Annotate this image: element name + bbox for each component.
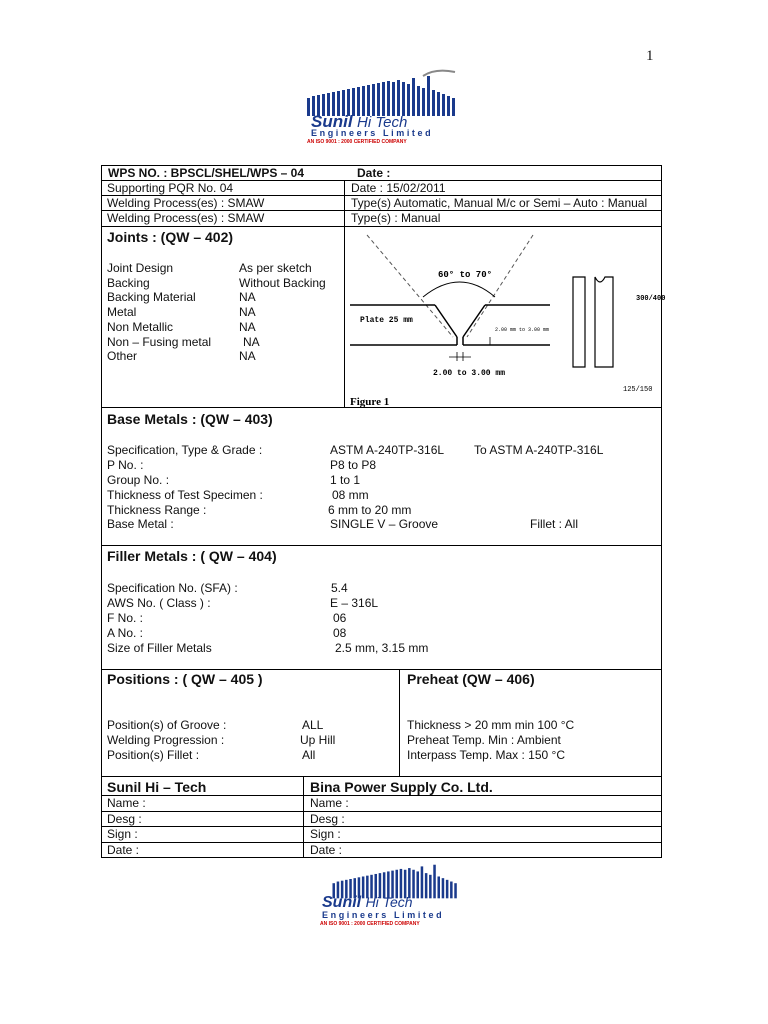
signoff-right-field: Date :	[310, 842, 343, 857]
signoff-left-field: Sign :	[107, 827, 138, 841]
preheat-row: Thickness > 20 mm min 100 °C	[407, 718, 575, 732]
filler-metals-title: Filler Metals : ( QW – 404)	[107, 548, 277, 564]
base-spec-label: Specification, Type & Grade :	[107, 443, 263, 457]
position-row-value: ALL	[302, 718, 324, 732]
joint-sketch	[345, 227, 666, 408]
company-logo-top	[305, 68, 465, 148]
base-metal-label: Base Metal :	[107, 517, 174, 531]
filler-row-label: AWS No. ( Class ) :	[107, 596, 211, 610]
logo-bars-graphic	[305, 68, 465, 118]
base-metal-value: SINGLE V – Groove	[330, 517, 439, 531]
signoff-right-field-cell	[303, 842, 662, 859]
joint-row-value: Without Backing	[239, 275, 326, 290]
sketch-angle-label: 60° to 70°	[438, 270, 493, 280]
filler-row-value: 5.4	[331, 581, 348, 595]
joint-row-label: Backing	[107, 275, 150, 290]
logo-subtitle: Engineers Limited	[311, 128, 434, 138]
signoff-left-field: Desg :	[107, 811, 142, 826]
position-row-value: All	[302, 748, 316, 762]
joint-row-value: NA	[243, 334, 260, 349]
wps-date-label: Date :	[357, 166, 391, 180]
base-spec-value: ASTM A-240TP-316L	[330, 443, 445, 457]
filler-row-label: A No. :	[107, 626, 144, 640]
welding-process-1: Welding Process(es) : SMAW	[107, 196, 265, 210]
joint-row-value: NA	[239, 319, 256, 334]
base-group-label: Group No. :	[107, 473, 170, 487]
sketch-dim-2: 125/150	[623, 386, 653, 394]
base-pno-value: P8 to P8	[330, 458, 377, 472]
sketch-figure-label: Figure 1	[350, 396, 390, 408]
pqr-date: Date : 15/02/2011	[351, 181, 446, 195]
signoff-left-title: Sunil Hi – Tech	[107, 779, 207, 795]
filler-row-label: F No. :	[107, 611, 144, 625]
joint-row-value: As per sketch	[239, 261, 312, 275]
joint-row-label: Joint Design	[107, 261, 174, 275]
base-fillet: Fillet : All	[530, 517, 579, 531]
logo-bottom-brand-bold: Sunil	[322, 894, 362, 911]
page-number: 1	[646, 48, 654, 64]
signoff-right-field-cell	[303, 811, 662, 828]
logo-brand-bold: Sunil	[311, 112, 353, 131]
joint-row-value: NA	[239, 290, 256, 305]
base-pno-label: P No. :	[107, 458, 144, 472]
signoff-left-field: Name :	[107, 796, 146, 810]
signoff-right-field: Sign :	[310, 827, 341, 841]
filler-row-value: 08	[333, 626, 347, 640]
logo-bottom-brand-light: Hi Tech	[365, 894, 413, 910]
signoff-right-field-cell	[303, 826, 662, 843]
logo-brand-light: Hi Tech	[357, 114, 408, 131]
sketch-root-face-label: 2.00 mm to 3.00 mm	[495, 327, 550, 333]
company-logo-bottom	[318, 858, 478, 930]
logo-iso-text: AN ISO 9001 : 2000 CERTIFIED COMPANY	[307, 139, 407, 145]
signoff-right-field: Desg :	[310, 811, 345, 826]
sketch-bevel-right	[463, 305, 485, 337]
joint-row-value: NA	[239, 349, 256, 364]
sketch-bevel-left	[435, 305, 457, 337]
positions-title: Positions : ( QW – 405 )	[107, 671, 263, 687]
sketch-electrode-right	[595, 277, 613, 367]
joints-title: Joints : (QW – 402)	[107, 229, 234, 245]
joint-row-label: Metal	[107, 305, 137, 320]
signoff-right-field-cell	[303, 795, 662, 812]
base-spec-to: To ASTM A-240TP-316L	[474, 443, 604, 457]
sketch-electrode-left	[573, 277, 585, 367]
process-type-1: Type(s) Automatic, Manual M/c or Semi – Auto : Manual	[351, 196, 648, 210]
logo-bottom-iso-text: AN ISO 9001 : 2000 CERTIFIED COMPANY	[320, 921, 420, 927]
filler-row-label: Size of Filler Metals	[107, 641, 212, 655]
preheat-title: Preheat (QW – 406)	[407, 671, 535, 687]
wps-number: WPS NO. : BPSCL/SHEL/WPS – 04	[108, 166, 305, 180]
welding-process-2: Welding Process(es) : SMAW	[107, 211, 265, 225]
joint-row-label: Non – Fusing metal	[107, 334, 212, 349]
position-row-value: Up Hill	[300, 733, 336, 747]
base-metals-title: Base Metals : (QW – 403)	[107, 411, 273, 427]
filler-row-value: 06	[333, 611, 347, 625]
preheat-row: Preheat Temp. Min : Ambient	[407, 733, 561, 747]
signoff-right-title: Bina Power Supply Co. Ltd.	[310, 779, 493, 795]
base-range-value: 6 mm to 20 mm	[328, 503, 412, 517]
joint-row-value: NA	[239, 305, 256, 320]
joint-row-label: Other	[107, 349, 138, 364]
signoff-right-field: Name :	[310, 796, 349, 810]
filler-row-value: E – 316L	[330, 596, 379, 610]
base-range-label: Thickness Range :	[107, 503, 207, 517]
sketch-gap-label: 2.00 to 3.00 mm	[433, 369, 506, 378]
sketch-angle-arc	[423, 282, 495, 297]
base-thick-value: 08 mm	[332, 488, 369, 502]
preheat-row: Interpass Temp. Max : 150 °C	[407, 748, 565, 762]
joints-left-cell	[101, 226, 345, 408]
sketch-dim-1: 300/400	[636, 295, 666, 303]
filler-row-label: Specification No. (SFA) :	[107, 581, 238, 595]
base-thick-label: Thickness of Test Specimen :	[107, 488, 263, 502]
position-row-label: Position(s) Fillet :	[107, 748, 200, 762]
base-group-value: 1 to 1	[330, 473, 361, 487]
logo-bottom-subtitle: Engineers Limited	[322, 910, 445, 920]
joint-row-label: Backing Material	[107, 290, 196, 305]
position-row-label: Position(s) of Groove :	[107, 718, 227, 732]
filler-row-value: 2.5 mm, 3.15 mm	[335, 641, 429, 655]
sketch-plate-label: Plate 25 mm	[360, 316, 413, 325]
process-type-2: Type(s) : Manual	[351, 211, 441, 225]
joint-row-label: Non Metallic	[107, 319, 174, 334]
pqr-number: Supporting PQR No. 04	[107, 181, 234, 195]
position-row-label: Welding Progression :	[107, 733, 225, 747]
signoff-left-field: Date :	[107, 842, 140, 857]
